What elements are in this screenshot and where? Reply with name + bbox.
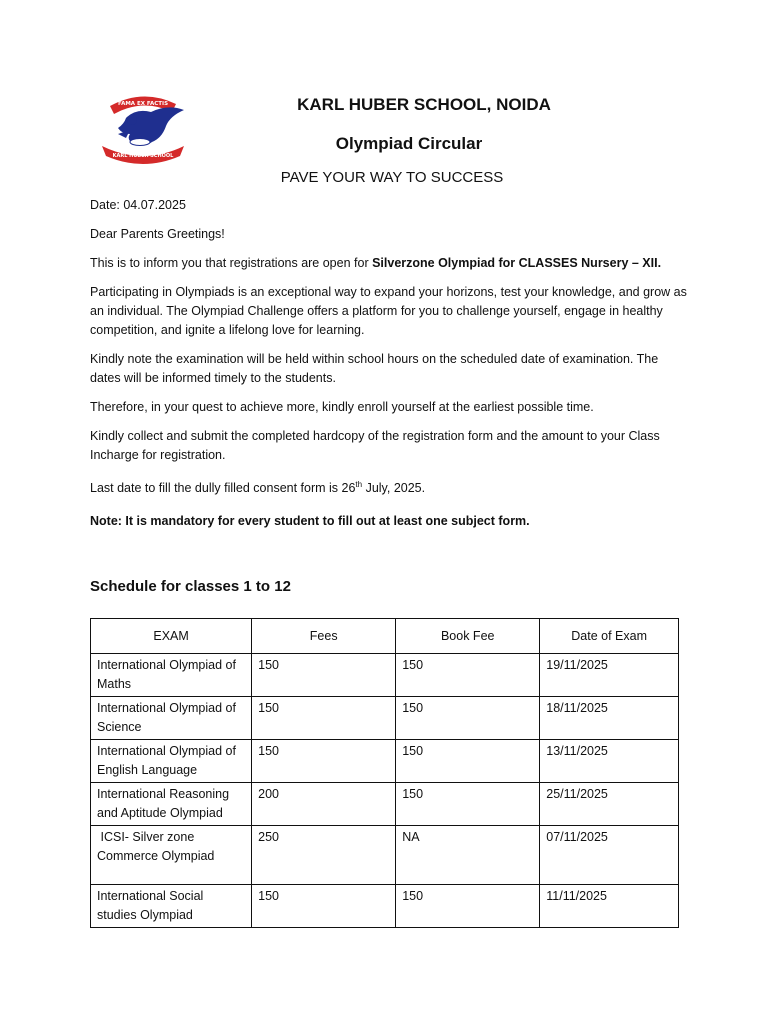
cell-exam: International Olympiad of English Language: [91, 740, 252, 783]
schedule-title: Schedule for classes 1 to 12: [90, 578, 291, 595]
cell-date: 07/11/2025: [540, 826, 679, 885]
cell-fees: 150: [252, 885, 396, 928]
cell-fees: 250: [252, 826, 396, 885]
cell-date: 11/11/2025: [540, 885, 679, 928]
cell-fees: 150: [252, 740, 396, 783]
cell-exam: International Olympiad of Maths: [91, 654, 252, 697]
letter-date: Date: 04.07.2025: [90, 198, 186, 212]
logo-motto: FAMA EX FACTIS: [117, 101, 169, 107]
cell-date: 25/11/2025: [540, 783, 679, 826]
school-name: KARL HUBER SCHOOL, NOIDA: [297, 95, 551, 114]
table-header-row: [91, 619, 679, 654]
letter-paragraph-3: Kindly note the examination will be held within school hours on the scheduled date of examination. The dates will be informed timely to the students.: [90, 352, 659, 385]
cell-book-fee: 150: [396, 654, 540, 697]
letter-paragraph-5: Kindly collect and submit the completed hardcopy of the registration form and the amount to your Class Incharge for registration.: [90, 429, 660, 462]
logo-school-text: KARL HUBER SCHOOL: [112, 153, 174, 159]
cell-fees: 200: [252, 783, 396, 826]
circular-title: Olympiad Circular: [335, 134, 483, 153]
letter-paragraph-4: Therefore, in your quest to achieve more, kindly enroll yourself at the earliest possible time.: [90, 400, 594, 414]
table-row: [91, 740, 679, 783]
cell-date: 13/11/2025: [540, 740, 679, 783]
letter-paragraph-6: Last date to fill the dully filled consent form is 26th July, 2025.: [90, 480, 426, 496]
header-date: Date of Exam: [540, 619, 679, 654]
table-row: [91, 783, 679, 826]
cell-date: 19/11/2025: [540, 654, 679, 697]
cell-exam: International Olympiad of Science: [91, 697, 252, 740]
letter-paragraph-2: Participating in Olympiads is an exceptional way to expand your horizons, test your knowledge, and grow as an individual. The Olympiad Challenge offers a platform for you to challenge yourself, engage in healthy competition, and ignite a lifelong love for learning.: [90, 285, 687, 337]
table-row: [91, 885, 679, 928]
cell-exam: ICSI- Silver zone Commerce Olympiad: [91, 826, 252, 885]
letter-paragraph-1: This is to inform you that registrations are open for Silverzone Olympiad for CLASSES Nursery – XII.: [90, 256, 662, 270]
cell-exam: International Reasoning and Aptitude Olympiad: [91, 783, 252, 826]
tagline: PAVE YOUR WAY TO SUCCESS: [280, 169, 504, 186]
cell-fees: 150: [252, 654, 396, 697]
cell-book-fee: 150: [396, 885, 540, 928]
cell-book-fee: 150: [396, 783, 540, 826]
header-book-fee: Book Fee: [396, 619, 540, 654]
table-row: [91, 826, 679, 885]
cell-fees: 150: [252, 697, 396, 740]
cell-exam: International Social studies Olympiad: [91, 885, 252, 928]
header-fees: Fees: [252, 619, 396, 654]
cell-book-fee: 150: [396, 697, 540, 740]
cell-date: 18/11/2025: [540, 697, 679, 740]
cell-book-fee: 150: [396, 740, 540, 783]
letter-body: [90, 196, 690, 541]
table-row: [91, 697, 679, 740]
cell-book-fee: NA: [396, 826, 540, 885]
table-row: [91, 654, 679, 697]
schedule-table: [90, 618, 679, 928]
letter-note: Note: It is mandatory for every student to fill out at least one subject form.: [90, 514, 530, 529]
header-exam: EXAM: [91, 619, 252, 654]
letter-greeting: Dear Parents Greetings!: [90, 227, 225, 241]
